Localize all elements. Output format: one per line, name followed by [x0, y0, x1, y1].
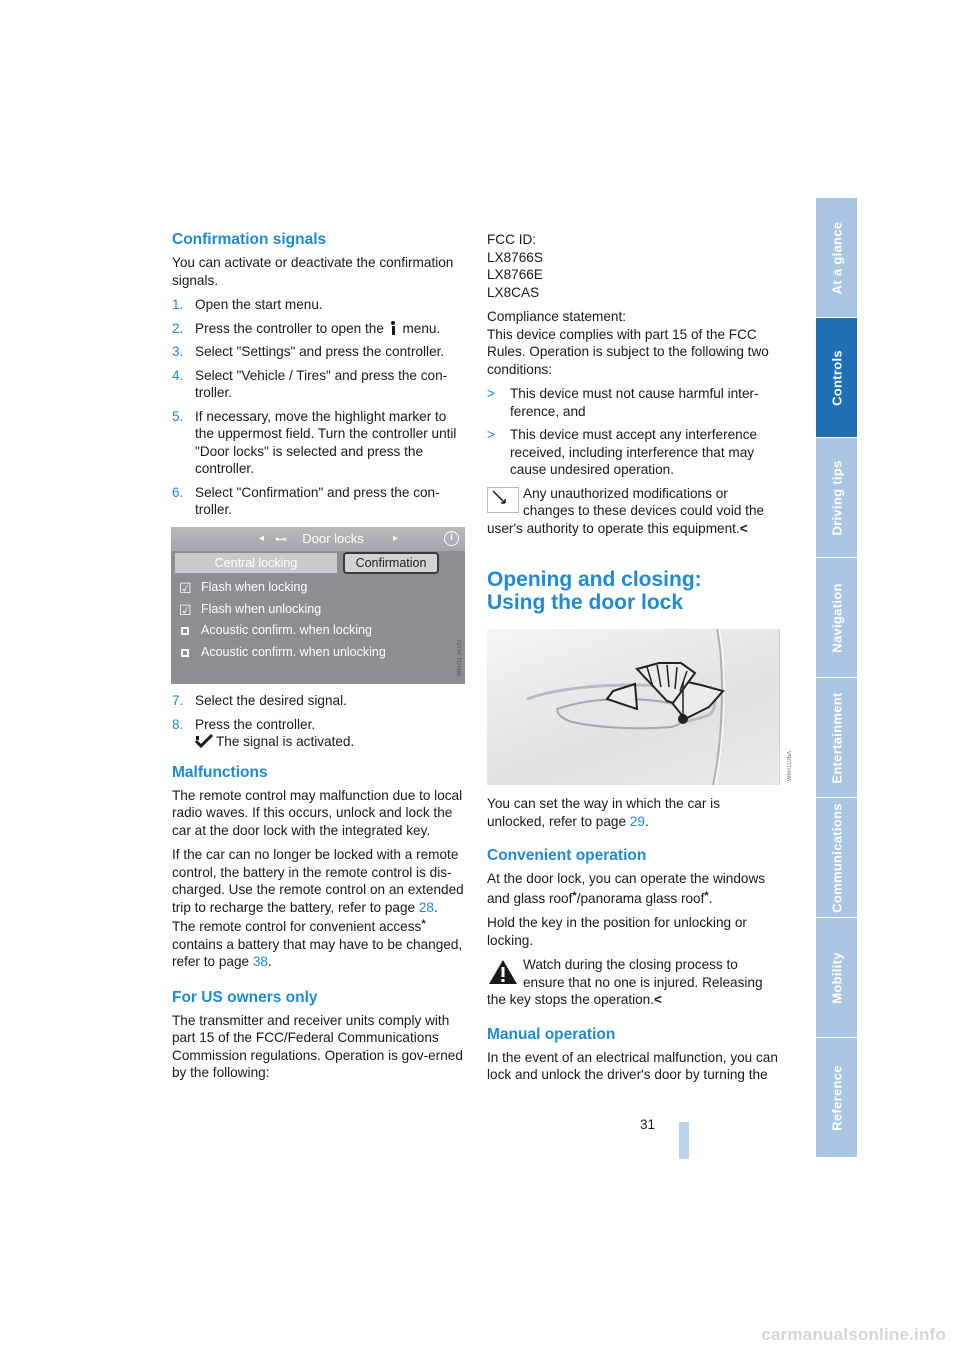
right-column-lower	[487, 795, 779, 1091]
option-flash-unlocking[interactable]: ☑ Flash when unlocking	[177, 599, 459, 621]
fcc-id: LX8766E	[487, 267, 543, 282]
watermark: carmanualsonline.info	[761, 1325, 946, 1344]
left-column	[172, 230, 464, 525]
left-column-lower	[172, 692, 464, 1089]
fcc-id: LX8CAS	[487, 284, 540, 300]
asterisk-icon: *	[572, 889, 577, 902]
note-block: Any unauthorized modifications or changes to these devices could void the user's authority to operate this equipment.<	[487, 485, 765, 536]
checkmark-icon: ☑	[179, 580, 192, 596]
list-item: 5. If necessary, move the highlight marker to the uppermost field. Turn the controller until "Door locks" is selected and press the controller.	[172, 408, 457, 476]
arrow-right-icon: ▸	[393, 533, 399, 544]
door-lock-image	[487, 629, 793, 785]
confirmation-intro: You can activate or deactivate the confirmation signals.	[172, 255, 454, 288]
tab-confirmation[interactable]: Confirmation	[343, 552, 439, 574]
convenient-heading: Convenient operation	[487, 847, 647, 864]
confirmation-steps	[172, 296, 464, 519]
door-locks-screen	[171, 527, 465, 684]
side-tab-communications[interactable]: Communications	[816, 798, 857, 917]
side-tab-controls[interactable]: Controls	[816, 318, 857, 437]
section-title-line2: Using the door lock	[487, 591, 684, 614]
list-item: 7. Select the desired signal.	[172, 693, 347, 708]
checkmark-icon	[195, 734, 213, 747]
section-title-line1: Opening and closing:	[487, 568, 702, 591]
list-item: > This device must not cause harmful inter-ference, and	[487, 386, 759, 419]
side-tab-at-a-glance[interactable]: At a glance	[816, 198, 857, 317]
fcc-conditions	[487, 385, 779, 479]
page-ref-link[interactable]: 38	[252, 954, 268, 969]
page-marker-bar	[679, 1122, 689, 1159]
checkbox-empty-icon	[181, 649, 189, 657]
us-owners-p1: The transmitter and receiver units comply with part 15 of the FCC/Federal Communications Commission regulations. Operation is gov-erned by the following:	[172, 1012, 463, 1080]
warning-icon	[487, 958, 519, 986]
side-tab-navigation[interactable]: Navigation	[816, 558, 857, 677]
list-item: 1. Open the start menu.	[172, 297, 323, 312]
confirmation-heading: Confirmation signals	[172, 231, 327, 248]
option-acoustic-locking[interactable]: Acoustic confirm. when locking	[177, 620, 459, 642]
screen-title-bar	[171, 527, 465, 551]
side-tab-entertainment[interactable]: Entertainment	[816, 678, 857, 797]
convenient-p1: At the door lock, you can operate the windows and glass roof*/panorama glass roof*.	[487, 871, 766, 906]
compliance-text: This device complies with part 15 of the FCC Rules. Operation is subject to the following two conditions:	[487, 326, 769, 377]
image-code: W6R1106A	[787, 750, 793, 781]
manual-heading: Manual operation	[487, 1025, 616, 1043]
list-item: > This device must accept any interference received, including interference that may cause undesired operation.	[487, 427, 758, 477]
right-column	[487, 231, 779, 544]
list-item: 3. Select "Settings" and press the controller.	[172, 344, 445, 359]
list-item: 6. Select "Confirmation" and press the con-troller.	[172, 484, 440, 517]
list-item: 4. Select "Vehicle / Tires" and press the con-troller.	[172, 367, 448, 400]
convenient-p2: Hold the key in the position for unlocking or locking.	[487, 915, 747, 948]
fcc-id-label: FCC ID:	[487, 232, 537, 247]
screen-tabs	[173, 551, 463, 575]
side-tab-driving-tips[interactable]: Driving tips	[816, 438, 857, 557]
us-owners-heading: For US owners only	[172, 988, 318, 1006]
asterisk-icon: *	[704, 889, 709, 902]
tab-central-locking[interactable]: Central locking	[175, 553, 337, 573]
info-icon	[390, 321, 397, 335]
page-number: 31	[640, 1117, 656, 1132]
compliance-label: Compliance statement:	[487, 309, 627, 324]
malfunctions-p2: If the car can no longer be locked with a remote control, the battery in the remote control is dis-charged. Use the remote control on an extended trip to recharge the battery, refer to page 28. The remote control for convenient access* contains a battery that may have to be changed, refer to page 38.	[172, 847, 464, 969]
warning-block: Watch during the closing process to ensure that no one is injured. Releasing the key stops the operation.<	[487, 957, 763, 1007]
fcc-id: LX8766S	[487, 249, 543, 265]
page-ref-link[interactable]: 28	[418, 899, 434, 915]
malfunctions-p1: The remote control may malfunction due to local radio waves. If this occurs, unlock and lock the car at the door lock with the integrated key.	[172, 787, 463, 838]
list-item: 8. Press the controller. The signal is activated.	[172, 716, 355, 749]
malfunctions-heading: Malfunctions	[172, 763, 268, 781]
door-handle-illustration	[487, 629, 780, 785]
note-icon	[487, 487, 519, 515]
screen-title: Door locks	[302, 531, 364, 546]
option-acoustic-unlocking[interactable]: Acoustic confirm. when unlocking	[177, 642, 459, 664]
car-icon: ⊷	[275, 532, 287, 546]
confirmation-steps-after	[172, 692, 464, 751]
checkmark-icon: ☑	[179, 601, 192, 618]
arrow-left-icon: ◂	[259, 533, 265, 544]
image-code: W6R11.5LUS	[457, 639, 463, 676]
screen-options	[177, 577, 459, 663]
side-tab-mobility[interactable]: Mobility	[816, 918, 857, 1037]
option-flash-locking[interactable]: ☑ Flash when locking	[177, 577, 459, 599]
list-item: 2. Press the controller to open the menu.	[172, 320, 441, 336]
door-lock-p1: You can set the way in which the car is unlocked, refer to page 29.	[487, 796, 720, 829]
asterisk-icon: *	[421, 918, 426, 930]
page-ref-link[interactable]: 29	[629, 813, 645, 829]
door-lock-heading	[487, 568, 779, 614]
side-tab-reference[interactable]: Reference	[816, 1038, 857, 1157]
checkbox-empty-icon	[181, 627, 189, 635]
info-icon: i	[444, 531, 459, 546]
manual-p1: In the event of an electrical malfunction, you can lock and unlock the driver's door by turning the	[487, 1049, 778, 1082]
